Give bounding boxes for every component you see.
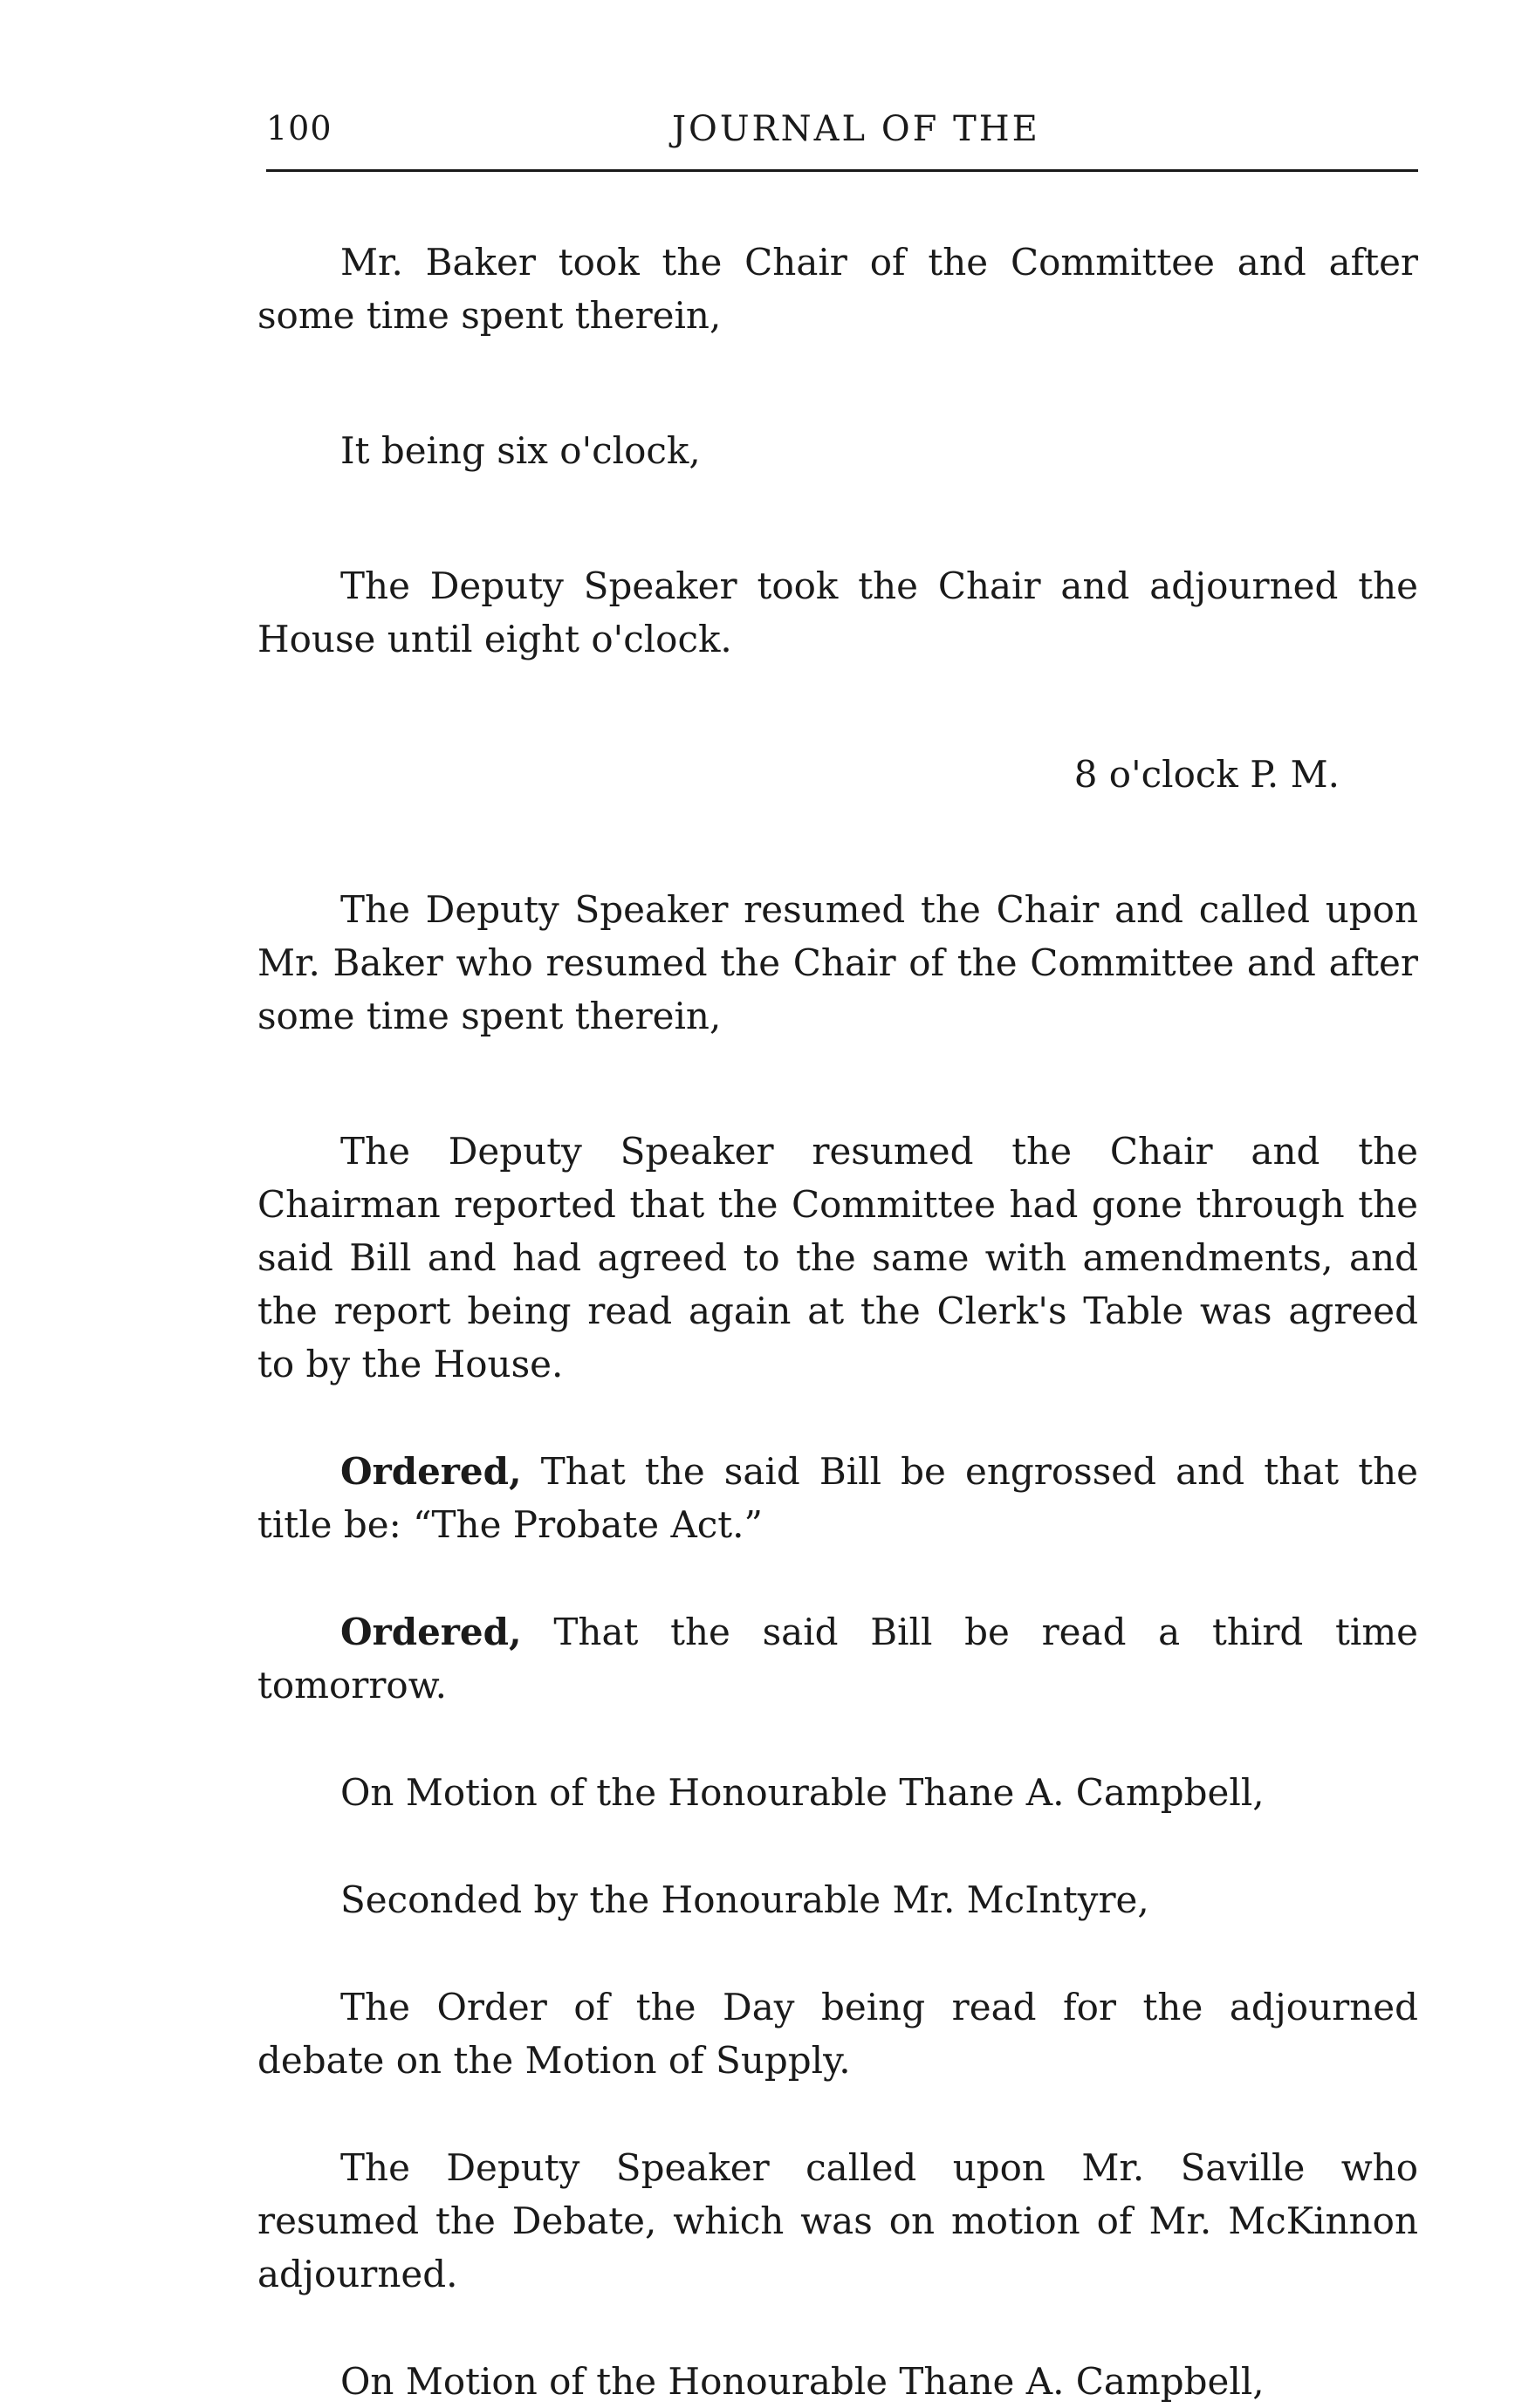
paragraph-resumed-chair: The Deputy Speaker resumed the Chair and called upon Mr. Baker who resumed the Chair of the Committee and after some time spent therein, xyxy=(257,888,1418,1037)
header-rule xyxy=(266,169,1418,172)
paragraph-motion-campbell-2: On Motion of the Honourable Thane A. Campbell, xyxy=(340,2360,1265,2403)
page-number: 100 xyxy=(266,109,332,147)
paragraph-six-oclock: It being six o'clock, xyxy=(340,429,701,472)
ordered-label: Ordered, xyxy=(340,1450,522,1493)
ordered-text: That the said Bill be engrossed and that the title be: “The Probate Act.” xyxy=(257,1450,1418,1546)
ordered-label: Ordered, xyxy=(340,1611,522,1653)
page-header xyxy=(266,109,1418,153)
running-title: JOURNAL OF THE xyxy=(672,109,1040,149)
paragraph-ordered-engrossed xyxy=(257,1445,1418,1551)
paragraph-order-of-day: The Order of the Day being read for the adjourned debate on the Motion of Supply. xyxy=(257,1986,1418,2082)
ordered-text: That the said Bill be read a third time tomorrow. xyxy=(257,1611,1418,1707)
paragraph-seconded-mcintyre: Seconded by the Honourable Mr. McIntyre, xyxy=(340,1878,1149,1921)
paragraph-saville-debate: The Deputy Speaker called upon Mr. Saville who resumed the Debate, which was on motion of Mr. McKinnon adjourned. xyxy=(257,2146,1418,2295)
paragraph-chairman-report: The Deputy Speaker resumed the Chair and the Chairman reported that the Committee had gone through the said Bill and had agreed to the same with amendments, and the report being read again at the Clerk's Table was agreed to by the House. xyxy=(257,1130,1418,1385)
paragraph-ordered-third-reading xyxy=(257,1605,1418,1712)
paragraph-motion-campbell: On Motion of the Honourable Thane A. Campbell, xyxy=(340,1771,1265,1814)
paragraph-adjourned-until-eight: The Deputy Speaker took the Chair and adjourned the House until eight o'clock. xyxy=(257,564,1418,660)
time-heading: 8 o'clock P. M. xyxy=(1073,753,1340,796)
paragraph-committee-chair: Mr. Baker took the Chair of the Committee and after some time spent therein, xyxy=(257,241,1418,337)
journal-body xyxy=(257,236,1418,2408)
